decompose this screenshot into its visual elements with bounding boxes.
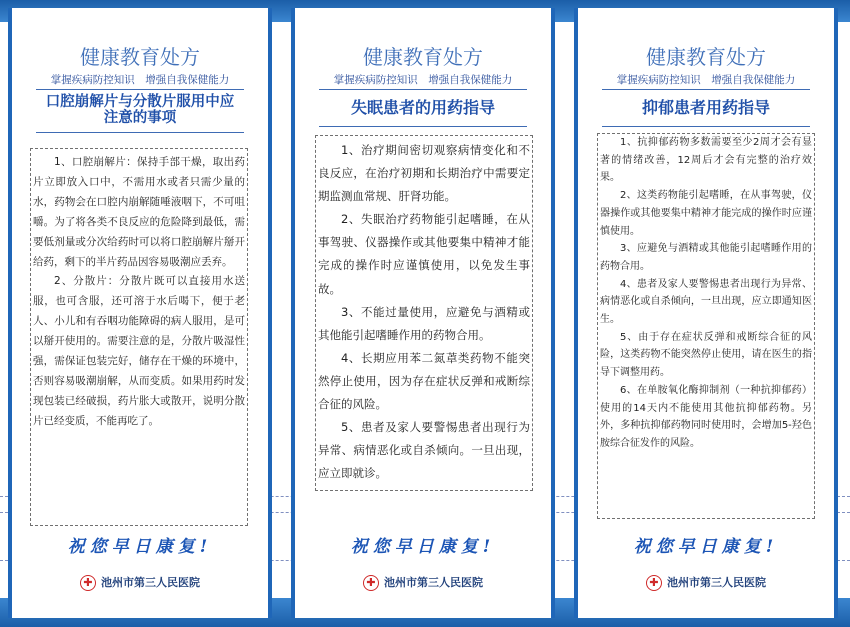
panel-subtitle: 失眠患者的用药指导: [350, 98, 495, 117]
hospital-cross-icon: ✚: [80, 575, 96, 591]
paragraph: 1、抗抑郁药物多数需要至少2周才会有显著的情绪改善，12周后才会有完整的治疗效果。: [600, 137, 812, 184]
paragraph: 2、这类药物能引起嗜睡，在从事驾驶，仪器操作或其他要集中精神才能完成的操作时应谨慎使用。: [600, 190, 812, 237]
hospital-name: 池州市第三人民医院: [667, 576, 766, 589]
paragraph: 5、由于存在症状反弹和戒断综合征的风险，这类药物不能突然停止使用，请在医生的指导下调整用药。: [600, 331, 812, 379]
divider: [36, 132, 244, 133]
panel-title: 健康教育处方: [80, 45, 200, 69]
paragraph: 6、在单胺氧化酶抑制剂（一种抗抑郁药）使用的14天内不能使用其他抗抑郁药物。另外，多种抗抑郁药物同时使用时，会增加5-羟色胺综合征发作的风险。: [600, 384, 812, 449]
hospital-footer: [12, 574, 268, 591]
panel-tagline: 掌握疾病防控知识 增强自我保健能力: [616, 74, 796, 86]
panel-tagline: 掌握疾病防控知识 增强自我保健能力: [50, 74, 230, 86]
divider: [602, 126, 810, 127]
panel-subtitle: 抑郁患者用药指导: [641, 98, 770, 117]
hospital-cross-icon: ✚: [363, 575, 379, 591]
paragraph: 5、患者及家人要警惕患者出现行为异常、病情恶化或自杀倾向。一旦出现，应立即就诊。: [318, 420, 530, 481]
wish-text: 祝您早日康复!: [633, 537, 779, 557]
divider: [602, 89, 810, 90]
hospital-cross-icon: ✚: [646, 575, 662, 591]
wish-text: 祝您早日康复!: [67, 537, 213, 557]
hospital-name: 池州市第三人民医院: [384, 576, 483, 589]
paragraph: 2、分散片：分散片既可以直接用水送服，也可含服，还可溶于水后喝下，便于老人、小儿和有吞咽功能障碍的病人服用，是可以掰开使用的。需要注意的是，分散片吸湿性强，需保证包装完好，储存在干燥的环境中，否则容易吸潮崩解，从而变质。如果用药时发现包装已经破损，药片胀大或散开，说明分散片已经变质，不能再吃了。: [33, 275, 245, 427]
content-box: [597, 133, 815, 519]
hospital-name: 池州市第三人民医院: [101, 576, 200, 589]
divider: [319, 89, 527, 90]
hospital-footer: [578, 574, 834, 591]
panel-oral-disintegrating: [8, 8, 272, 618]
paragraph: 1、治疗期间密切观察病情变化和不良反应，在治疗初期和长期治疗中需要定期监测血常规、肝肾功能。: [318, 143, 530, 204]
paragraph: 1、口腔崩解片：保持手部干燥，取出药片立即放入口中，不需用水或者只需少量的水，药物会在口腔内崩解随唾液咽下，不可咀嚼。为了将各类不良反应的危险降到最低，需要低剂量或分次给药时可以将口腔崩解片掰开给药，剩下的半片药品因容易吸潮应丢弃。: [33, 156, 245, 268]
paragraph: 4、患者及家人要警惕患者出现行为异常、病情恶化或自杀倾向，一旦出现，应立即通知医生。: [600, 278, 812, 326]
paragraph: 4、长期应用苯二氮䓬类药物不能突然停止使用，因为存在症状反弹和戒断综合征的风险。: [318, 350, 530, 412]
divider: [319, 126, 527, 127]
panel-insomnia: [291, 8, 555, 618]
panel-subtitle: 口腔崩解片与分散片服用中应注意的事项: [45, 94, 235, 126]
content-box: [30, 148, 248, 526]
wish-text: 祝您早日康复!: [350, 537, 496, 557]
divider: [36, 89, 244, 90]
paragraph: 3、不能过量使用，应避免与酒精或其他能引起嗜睡作用的药物合用。: [318, 304, 530, 342]
panel-depression: [574, 8, 838, 618]
hospital-footer: [295, 574, 551, 591]
panel-tagline: 掌握疾病防控知识 增强自我保健能力: [333, 74, 513, 86]
panel-title: 健康教育处方: [363, 45, 483, 69]
paragraph: 2、失眠治疗药物能引起嗜睡，在从事驾驶、仪器操作或其他要集中精神才能完成的操作时应谨慎使用，以免发生事故。: [318, 212, 530, 296]
content-box: [315, 135, 533, 491]
paragraph: 3、应避免与酒精或其他能引起嗜睡作用的药物合用。: [600, 243, 812, 272]
panel-title: 健康教育处方: [646, 45, 766, 69]
